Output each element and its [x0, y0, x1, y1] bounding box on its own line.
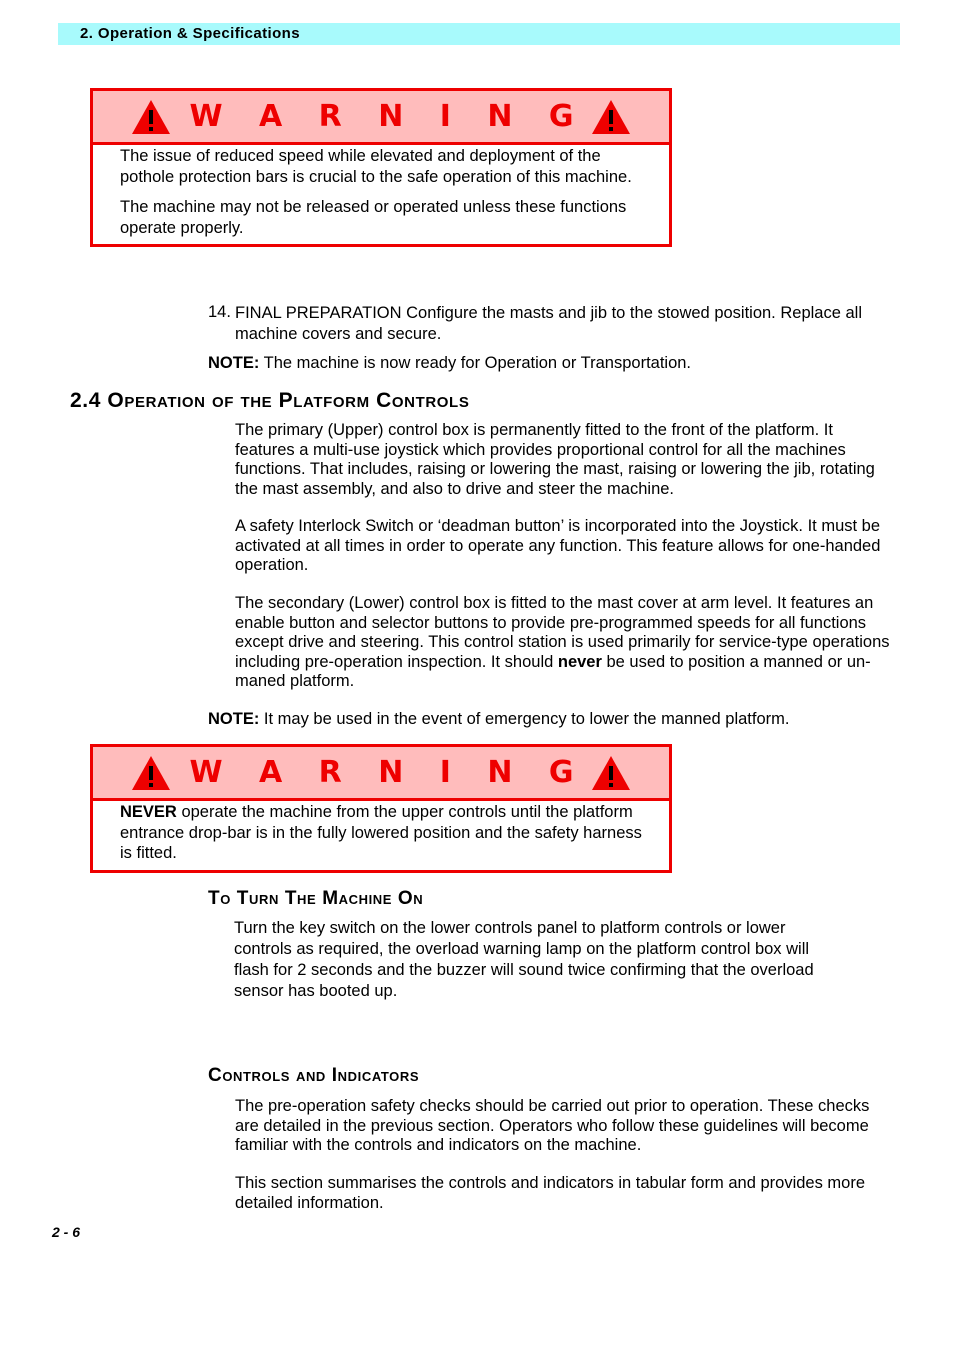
subsection-heading: Controls and Indicators: [208, 1065, 420, 1086]
warning-text: The machine may not be released or operated unless these functions operate properly.: [120, 198, 627, 237]
paragraph: Turn the key switch on the lower controls panel to platform controls or lower controls as required, the overload warning lamp on the platform control box will flash for 2 seconds and the buzzer will sound twice confirming that the overload sensor has booted up.: [234, 919, 814, 1000]
step-text: [235, 303, 895, 345]
warning-header: [93, 91, 669, 145]
warning-triangle-icon: [131, 99, 171, 135]
section-header-bar: [58, 23, 900, 45]
subsection-heading: To Turn The Machine On: [208, 888, 424, 909]
section-header-title: 2. Operation & Specifications: [80, 25, 300, 42]
note-text: It may be used in the event of emergency to lower the manned platform.: [259, 710, 790, 728]
warning-box-2: [90, 744, 672, 873]
paragraph: [235, 594, 895, 692]
note: [208, 354, 908, 374]
warning-box-1: [90, 88, 672, 247]
warning-body: [93, 801, 669, 870]
paragraph: The pre-operation safety checks should be carried out prior to operation. These checks are detailed in the previous section. Operators who follow these guidelines will become familiar with the controls and indicators on the machine.: [235, 1097, 870, 1154]
warning-header: [93, 747, 669, 801]
warning-text: [120, 802, 649, 864]
emphasis-never: NEVER: [120, 803, 177, 821]
warning-text-body: operate the machine from the upper controls until the platform entrance drop-bar is in the fully lowered position and the safety harness is fitted.: [120, 803, 642, 862]
section-heading: 2.4 Operation of the Platform Controls: [70, 389, 470, 412]
step-14-text: FINAL PREPARATION Configure the masts and jib to the stowed position. Replace all machine covers and secure.: [235, 304, 862, 343]
note: [208, 710, 908, 730]
warning-triangle-icon: [131, 755, 171, 791]
paragraph: A safety Interlock Switch or ‘deadman button’ is incorporated into the Joystick. It must be activated at all times in order to operate any function. This feature allows for one-handed operation.: [235, 517, 881, 574]
note-label: NOTE:: [208, 710, 260, 728]
note-label: NOTE:: [208, 354, 260, 372]
warning-title: W A R N I N G: [189, 755, 587, 790]
paragraph: The primary (Upper) control box is permanently fitted to the front of the platform. It features a multi-use joystick which provides proportional control for all the machines functions. That includes, raising or lowering the mast, raising or lowering the jib, rotating the mast assembly, and also to drive and steer the machine.: [235, 421, 875, 498]
emphasis-never: never: [557, 652, 602, 671]
warning-text: The issue of reduced speed while elevated and deployment of the pothole protection bars is crucial to the safe operation of this machine.: [120, 147, 632, 186]
warning-body: [93, 145, 669, 244]
paragraph: This section summarises the controls and indicators in tabular form and provides more detailed information.: [235, 1174, 866, 1212]
warning-triangle-icon: [591, 99, 631, 135]
paragraph-text: be used to position a manned or un-maned platform.: [235, 652, 871, 690]
note-text: The machine is now ready for Operation or Transportation.: [259, 354, 692, 372]
step-number: 14.: [208, 303, 231, 321]
paragraph-text: The secondary (Lower) control box is fitted to the mast cover at arm level. It features an enable button and selector buttons to provide pre-programmed speeds for all functions except drive and steering. This control station is used primarily for service-type operations including pre-operation inspection. It should: [235, 594, 890, 671]
page-number: 2 - 6: [52, 1224, 81, 1240]
warning-title: W A R N I N G: [189, 99, 587, 134]
warning-triangle-icon: [591, 755, 631, 791]
